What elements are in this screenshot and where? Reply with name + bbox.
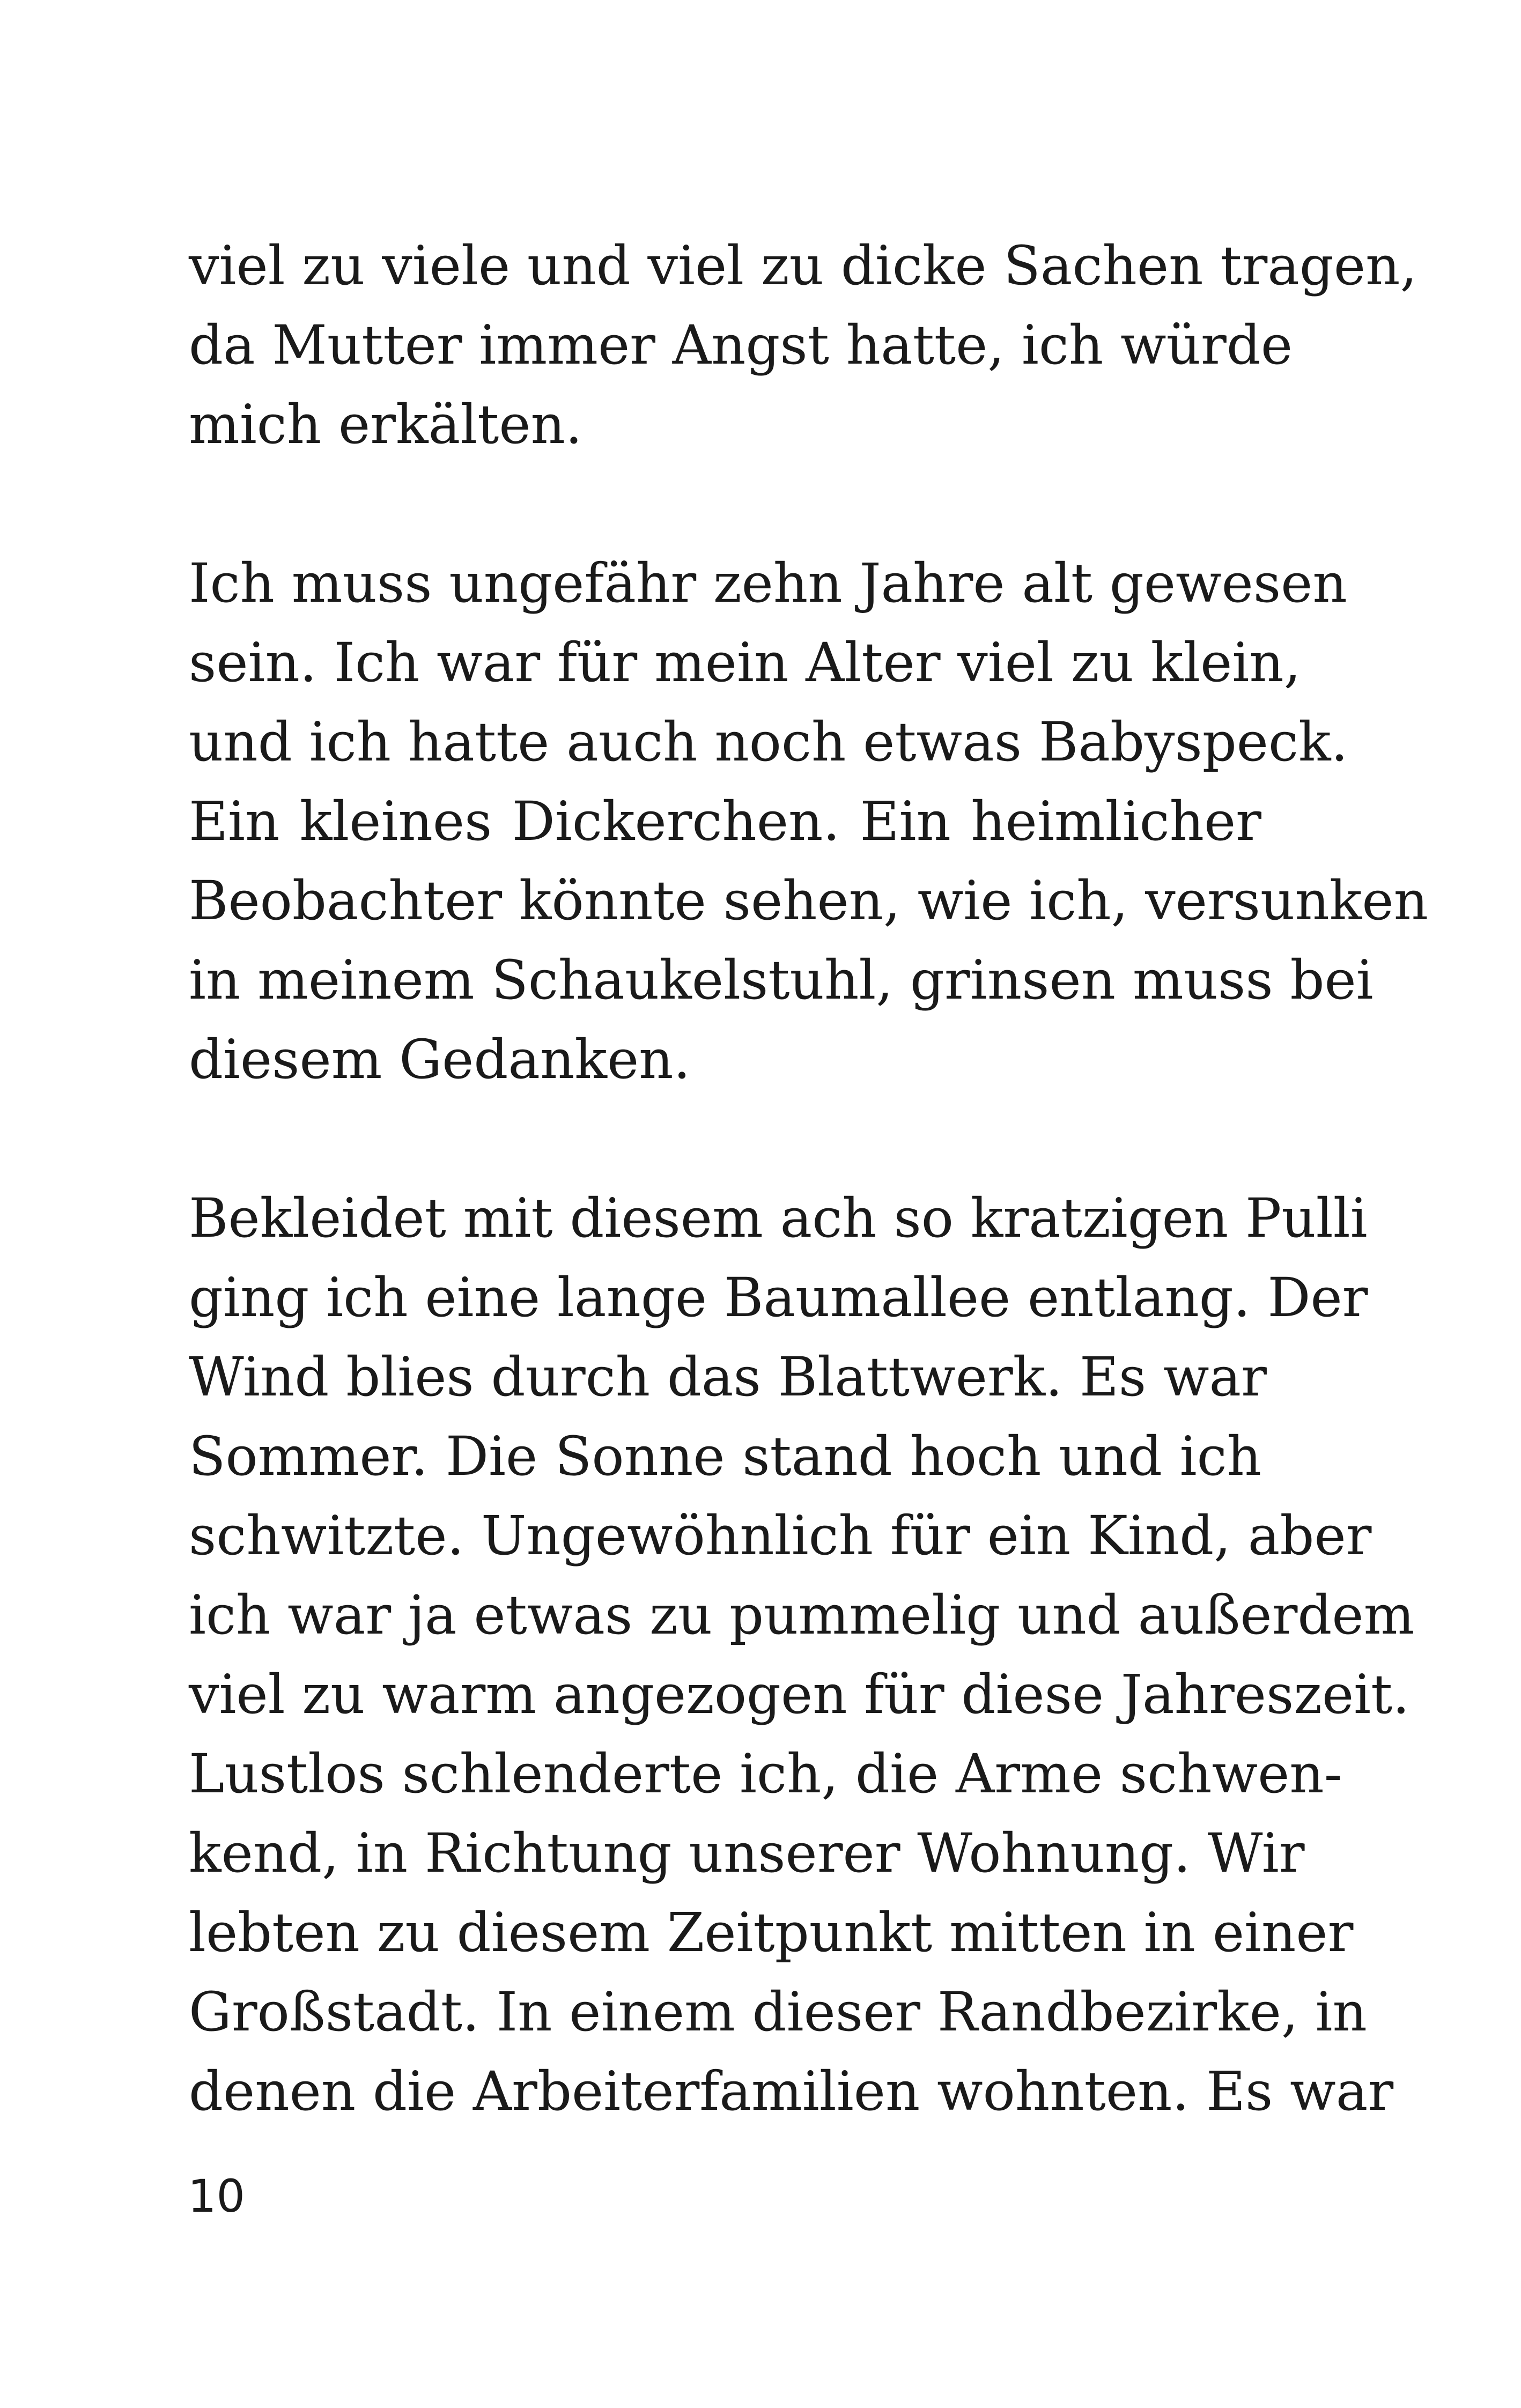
- text-line: und ich hatte auch noch etwas Babyspeck.: [189, 711, 1348, 773]
- page-number: 10: [188, 2170, 245, 2222]
- paragraph: [189, 226, 1417, 464]
- text-line: Sommer. Die Sonne stand hoch und ich: [189, 1425, 1261, 1488]
- text-line: Beobachter könnte sehen, wie ich, versunken: [189, 869, 1428, 932]
- text-line: kend, in Richtung unserer Wohnung. Wir: [189, 1822, 1305, 1885]
- text-line: Lustlos schlenderte ich, die Arme schwen-: [189, 1742, 1342, 1805]
- text-line: Ein kleines Dickerchen. Ein heimlicher: [189, 790, 1261, 853]
- text-line: Bekleidet mit diesem ach so kratzigen Pulli: [189, 1187, 1368, 1250]
- paragraph: [189, 544, 1428, 1099]
- text-line: ging ich eine lange Baumallee entlang. Der: [189, 1266, 1368, 1329]
- text-line: ich war ja etwas zu pummelig und außerdem: [189, 1584, 1415, 1646]
- text-line: diesem Gedanken.: [189, 1028, 691, 1091]
- text-line: in meinem Schaukelstuhl, grinsen muss bei: [189, 949, 1374, 1011]
- text-line: Wind blies durch das Blattwerk. Es war: [189, 1346, 1267, 1408]
- text-line: viel zu viele und viel zu dicke Sachen tragen,: [189, 234, 1417, 297]
- text-line: sein. Ich war für mein Alter viel zu klein,: [189, 631, 1301, 694]
- text-line: schwitzte. Ungewöhnlich für ein Kind, aber: [189, 1504, 1372, 1567]
- text-line: Großstadt. In einem dieser Randbezirke, in: [189, 1981, 1367, 2043]
- text-line: mich erkälten.: [189, 393, 582, 456]
- paragraph: [189, 1179, 1415, 2131]
- text-line: da Mutter immer Angst hatte, ich würde: [189, 314, 1293, 376]
- text-line: viel zu warm angezogen für diese Jahreszeit.: [189, 1663, 1410, 1726]
- text-line: lebten zu diesem Zeitpunkt mitten in einer: [189, 1901, 1354, 1964]
- text-line: Ich muss ungefähr zehn Jahre alt gewesen: [189, 552, 1347, 615]
- text-line: denen die Arbeiterfamilien wohnten. Es war: [189, 2060, 1394, 2123]
